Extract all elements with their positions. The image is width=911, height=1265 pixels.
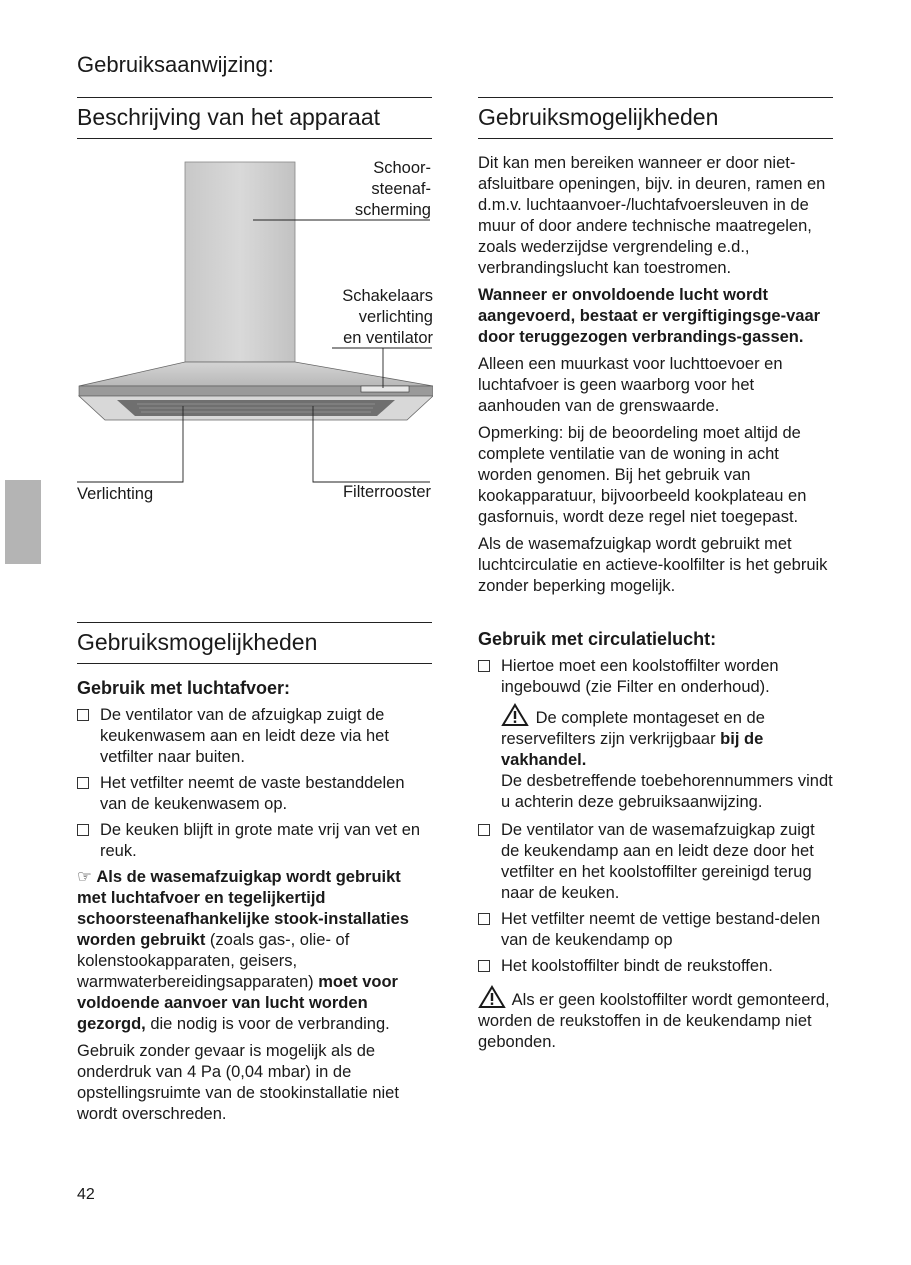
no-carbon-filter-warning: Als er geen koolstoffilter wordt gemonteerd, worden de reukstoffen in de keukendamp niet gebonden. <box>478 985 833 1053</box>
chimney-installation-note: ☞ Als de wasemafzuigkap wordt gebruikt met luchtafvoer en tegelijkertijd schoorsteenafhankelijke stook-installaties worden gebruikt (zoals gas-, olie- of kolenstookapparaten, geisers, warmwaterbereidingsapparaten) moet voor voldoende aanvoer van lucht worden gezorgd, die nodig is voor de verbranding. <box>77 868 409 1033</box>
usage-title-left: Gebruiksmogelijkheden <box>77 622 432 664</box>
checkbox-icon <box>478 660 490 672</box>
list-item: Het vetfilter neemt de vaste bestanddelen van de keukenwasem op. <box>77 773 432 815</box>
usage-title-right: Gebruiksmogelijkheden <box>478 97 833 139</box>
recirculation-list-a <box>478 656 833 698</box>
side-tab-marker <box>5 480 41 564</box>
chimney-cover <box>185 162 295 362</box>
pointing-hand-icon: ☞ <box>77 868 92 886</box>
checkbox-icon <box>478 960 490 972</box>
recirculation-list-b <box>478 820 833 977</box>
switch-panel <box>361 386 409 392</box>
warning-triangle-icon <box>478 985 506 1009</box>
range-hood-diagram <box>77 150 433 520</box>
wall-box-paragraph: Alleen een muurkast voor luchttoevoer en luchtafvoer is geen waarborg voor het aanhouden van de grenswaarde. <box>478 355 783 415</box>
warning-triangle-icon <box>501 703 529 727</box>
checkbox-icon <box>478 824 490 836</box>
carbon-filter-paragraph: Als de wasemafzuigkap wordt gebruikt met luchtcirculatie en actieve-koolfilter is het gebruik zonder beperking mogelijk. <box>478 535 828 595</box>
list-item: De ventilator van de afzuigkap zuigt de keukenwasem aan en leidt deze via het vetfilter naar buiten. <box>77 705 432 768</box>
ventilation-paragraph: Dit kan men bereiken wanneer er door niet-afsluitbare openingen, bijv. in deuren, ramen en d.m.v. luchtaanvoer-/luchtafvoersleuven in de muur of door andere technische maatregelen, zoals wederzijdse vergrendeling e.d., verbrandingslucht kan toestromen. <box>478 154 826 277</box>
label-switches: Schakelaars verlichting en ventilator <box>342 287 433 347</box>
usage-right-section <box>478 97 833 1059</box>
mounting-set-warning: De complete montageset en de reservefilters zijn verkrijgbaar bij de vakhandel. De desbetreffende toebehorennummers vindt u achterin deze gebruiksaanwijzing. <box>478 703 833 813</box>
list-item: Het koolstoffilter bindt de reukstoffen. <box>478 956 833 977</box>
safe-use-paragraph: Gebruik zonder gevaar is mogelijk als de onderdruk van 4 Pa (0,04 mbar) in de opstellingsruimte van de stookinstallatie niet wordt overschreden. <box>77 1042 399 1123</box>
usage-exhaust-section <box>77 622 432 1131</box>
recirculation-subhead: Gebruik met circulatielucht: <box>478 629 717 649</box>
checkbox-icon <box>77 824 89 836</box>
label-chimney-cover: Schoor- steenaf- scherming <box>354 159 431 219</box>
label-filter-grille: Filterrooster <box>342 483 431 501</box>
list-item: Het vetfilter neemt de vettige bestand-delen van de keukendamp op <box>478 909 833 951</box>
list-item: De keuken blijft in grote mate vrij van vet en reuk. <box>77 820 432 862</box>
remark-paragraph: Opmerking: bij de beoordeling moet altijd de complete ventilatie van de woning in acht worden genomen. Bij het gebruik van kookapparatuur, bijvoorbeeld kookplateau en gasfornuis, wordt deze regel niet toegepast. <box>478 424 807 526</box>
checkbox-icon <box>478 913 490 925</box>
list-item: Hiertoe moet een koolstoffilter worden ingebouwd (zie Filter en onderhoud). <box>478 656 833 698</box>
device-description-title: Beschrijving van het apparaat <box>77 97 432 139</box>
list-item: De ventilator van de wasemafzuigkap zuigt de keukendamp aan en leidt deze door het vetfilter en het koolstoffilter gereinigd terug naar de keuken. <box>478 820 833 904</box>
checkbox-icon <box>77 777 89 789</box>
checkbox-icon <box>77 709 89 721</box>
page-heading: Gebruiksaanwijzing: <box>77 52 274 77</box>
exhaust-subhead: Gebruik met luchtafvoer: <box>77 678 291 698</box>
page-number: 42 <box>77 1186 95 1203</box>
hood-canopy <box>79 362 433 386</box>
label-lighting: Verlichting <box>77 485 154 503</box>
poisoning-warning: Wanneer er onvoldoende lucht wordt aangevoerd, bestaat er vergiftigingsge-vaar door teruggezogen verbrandings-gassen. <box>478 286 821 346</box>
exhaust-list <box>77 705 432 862</box>
device-description-section <box>77 97 432 139</box>
